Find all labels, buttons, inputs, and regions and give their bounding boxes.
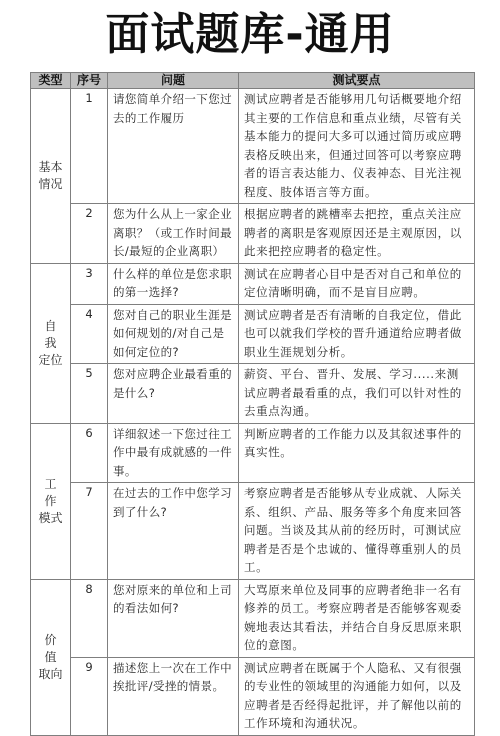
row-number: 4 bbox=[71, 304, 108, 364]
interview-question-table bbox=[30, 72, 475, 736]
table-header-row bbox=[31, 73, 475, 89]
table-row bbox=[31, 89, 475, 204]
row-number: 3 bbox=[71, 263, 108, 304]
table-row bbox=[31, 483, 475, 580]
category-value-orientation bbox=[31, 579, 71, 735]
question-cell: 您为什么从上一家企业离职？（或工作时间最长/最短的企业离职） bbox=[108, 204, 239, 264]
row-number: 1 bbox=[71, 89, 108, 204]
category-label: 工 作 模式 bbox=[38, 476, 63, 525]
row-number: 6 bbox=[71, 423, 108, 483]
test-points-cell: 大骂原来单位及同事的应聘者绝非一名有修养的员工。考察应聘者是否能够客观委婉地表达其看法，并结合自身反思原来职位的意图。 bbox=[239, 579, 475, 657]
category-basic bbox=[31, 89, 71, 264]
test-points-cell: 薪资、平台、晋升、发展、学习.....来测试应聘者最看重的点，我们可以针对性的去重点沟通。 bbox=[239, 364, 475, 424]
category-work-mode bbox=[31, 423, 71, 579]
row-number: 8 bbox=[71, 579, 108, 657]
question-cell: 您对原来的单位和上司的看法如何? bbox=[108, 579, 239, 657]
row-number: 7 bbox=[71, 483, 108, 580]
category-label: 自 我 定位 bbox=[38, 318, 63, 367]
category-label: 价 值 取向 bbox=[38, 632, 63, 681]
question-cell: 在过去的工作中您学习到了什么? bbox=[108, 483, 239, 580]
question-cell: 什么样的单位是您求职的第一选择? bbox=[108, 263, 239, 304]
table-row bbox=[31, 263, 475, 304]
header-type: 类型 bbox=[31, 73, 71, 89]
page-title: 面试题库-通用 bbox=[105, 9, 395, 60]
header-points: 测试要点 bbox=[239, 73, 475, 89]
table-row bbox=[31, 364, 475, 424]
question-cell: 请您简单介绍一下您过去的工作履历 bbox=[108, 89, 239, 204]
test-points-cell: 考察应聘者是否能够从专业成就、人际关系、组织、产品、服务等多个角度来回答问题。当谈及其从前的经历时，可测试应聘者是否是个忠诚的、懂得尊重别人的员工。 bbox=[239, 483, 475, 580]
table-row bbox=[31, 304, 475, 364]
row-number: 5 bbox=[71, 364, 108, 424]
question-cell: 描述您上一次在工作中挨批评/受挫的情景。 bbox=[108, 657, 239, 735]
question-cell: 您对自己的职业生涯是如何规划的/对自己是如何定位的? bbox=[108, 304, 239, 364]
test-points-cell: 根据应聘者的跳槽率去把控，重点关注应聘者的离职是客观原因还是主观原因，以此来把控应聘者的稳定性。 bbox=[239, 204, 475, 264]
row-number: 9 bbox=[71, 657, 108, 735]
table-row bbox=[31, 423, 475, 483]
question-cell: 您对应聘企业最看重的是什么? bbox=[108, 364, 239, 424]
test-points-cell: 判断应聘者的工作能力以及其叙述事件的真实性。 bbox=[239, 423, 475, 483]
test-points-cell: 测试在应聘者心目中是否对自己和单位的定位清晰明确，而不是盲目应聘。 bbox=[239, 263, 475, 304]
question-cell: 详细叙述一下您过往工作中最有成就感的一件事。 bbox=[108, 423, 239, 483]
header-no: 序号 bbox=[71, 73, 108, 89]
table-row bbox=[31, 579, 475, 657]
header-question: 问题 bbox=[108, 73, 239, 89]
category-label: 基本 情况 bbox=[38, 159, 63, 191]
table-row bbox=[31, 204, 475, 264]
test-points-cell: 测试应聘者是否有清晰的自我定位，借此也可以就我们学校的晋升通道给应聘者做职业生涯规划分析。 bbox=[239, 304, 475, 364]
row-number: 2 bbox=[71, 204, 108, 264]
test-points-cell: 测试应聘者在既属于个人隐私、又有很强的专业性的领域里的沟通能力如何，以及应聘者是否经得起批评，并了解他以前的工作环境和沟通状况。 bbox=[239, 657, 475, 735]
table-row bbox=[31, 657, 475, 735]
test-points-cell: 测试应聘者是否能够用几句话概要地介绍其主要的工作信息和重点业绩，尽管有关基本能力的提问大多可以通过简历或应聘表格反映出来，但通过回答可以考察应聘者的语言表达能力、仪表神态、目光注视程度、肢体语言等方面。 bbox=[239, 89, 475, 204]
category-self-positioning bbox=[31, 263, 71, 423]
